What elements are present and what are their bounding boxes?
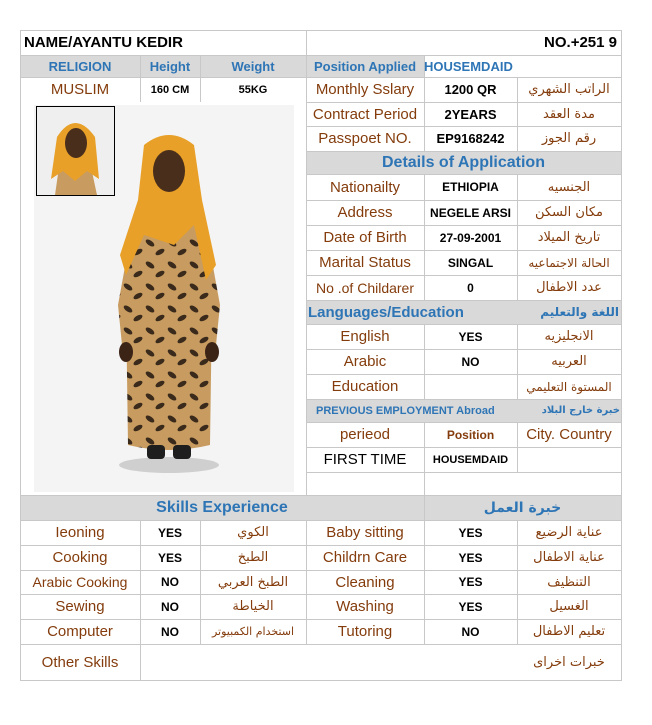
skill-baby-sitting-value: YES [458, 525, 483, 540]
arabic-value: NO [461, 354, 480, 369]
contract-label-ar: مدة العقد [543, 106, 595, 122]
skill-sewing-value: NO [161, 599, 179, 614]
marital-status-label-ar: الحالة الاجتماعيه [528, 255, 610, 270]
portrait-photo-illustration [37, 107, 114, 195]
skills-title-ar: خبرة العمل [483, 499, 562, 516]
marital-status-label: Marital Status [319, 254, 411, 271]
skill-arabic-cooking-value: NO [161, 575, 179, 589]
position-applied-value: HOUSEMDAID [424, 58, 513, 74]
skill-tutoring-value: NO [461, 624, 480, 639]
skill-computer-label: Computer [47, 623, 113, 640]
employment-col-city: City. Country [526, 426, 612, 443]
dob-label-ar: تاريخ الميلاد [537, 230, 601, 245]
cv-sheet [20, 30, 621, 680]
address-value: NEGELE ARSI [430, 205, 511, 220]
skill-tutoring-label-ar: تعليم الاطفال [532, 624, 606, 639]
skill-child-care-label-ar: عناية الاطفال [533, 550, 605, 565]
height-label: Height [149, 58, 191, 74]
skill-cleaning-value: YES [458, 575, 483, 589]
arabic-label: Arabic [343, 353, 387, 370]
skill-ironing-label-ar: الكوي [237, 525, 269, 540]
english-label-ar: الانجليزيه [544, 329, 594, 344]
nationality-label-ar: الجنسيه [547, 179, 591, 195]
passport-value: EP9168242 [436, 131, 505, 146]
education-label: Education [331, 378, 399, 395]
employment-col-position: Position [446, 427, 495, 442]
children-value: 0 [467, 280, 474, 295]
salary-label: Monthly Sslary [315, 81, 415, 98]
employment-col-period: perieod [339, 426, 391, 443]
skill-washing-label: Washing [336, 598, 394, 615]
address-label-ar: مكان السكن [534, 205, 604, 220]
religion-value: MUSLIM [50, 81, 110, 98]
skill-child-care-value: YES [458, 550, 483, 565]
portrait-photo [36, 106, 115, 196]
skill-washing-label-ar: الغسيل [549, 599, 589, 614]
marital-status-value: SINGAL [447, 255, 494, 270]
skill-sewing-label: Sewing [55, 598, 105, 615]
weight-value: 55KG [238, 83, 268, 96]
candidate-name: NAME/AYANTU KEDIR [24, 34, 183, 51]
employment-title-ar: خبرة خارج البلاد [541, 405, 620, 416]
arabic-label-ar: العربيه [551, 354, 587, 369]
skill-cooking-label: Cooking [52, 549, 108, 566]
contract-label: Contract Period [312, 105, 418, 123]
other-skills-label-ar: خبرات اخراى [533, 654, 605, 670]
skill-cleaning-label-ar: التنظيف [547, 574, 591, 590]
nationality-value: ETHIOPIA [442, 180, 499, 194]
salary-value: 1200 QR [444, 82, 497, 97]
height-value: 160 CM [150, 83, 190, 96]
skill-tutoring-label: Tutoring [337, 623, 393, 640]
passport-label-ar: رقم الجوز [541, 131, 597, 146]
languages-title: Languages/Education [308, 303, 464, 321]
education-value [424, 374, 517, 399]
skill-computer-label-ar: استخدام الكمبيوتر [211, 625, 295, 638]
dob-value: 27-09-2001 [439, 230, 502, 245]
skill-ironing-label: Ieoning [55, 524, 105, 541]
religion-label: RELIGION [48, 58, 112, 74]
employment-title: PREVIOUS EMPLOYMENT Abroad [316, 404, 495, 417]
english-label: English [340, 328, 390, 345]
children-label-ar: عدد الاطفال [536, 280, 602, 295]
skill-washing-value: YES [458, 599, 483, 614]
skill-computer-value: NO [161, 624, 179, 639]
skill-baby-sitting-label: Baby sitting [326, 524, 404, 541]
employment-city-value [517, 447, 621, 472]
employment-period-value: FIRST TIME [323, 451, 407, 468]
candidate-number: NO.+251 9 [544, 34, 617, 51]
other-skills-label: Other Skills [41, 653, 119, 671]
details-title: Details of Application [382, 153, 545, 171]
weight-label: Weight [231, 58, 275, 74]
dob-label: Date of Birth [323, 229, 407, 246]
skill-arabic-cooking-label-ar: الطبخ العربي [217, 574, 289, 590]
contract-value: 2YEARS [444, 106, 497, 122]
passport-label: Passpoet NO. [318, 130, 412, 147]
salary-label-ar: الراتب الشهري [528, 82, 610, 97]
position-applied-label: Position Applied [313, 58, 417, 74]
skill-arabic-cooking-label: Arabic Cooking [32, 574, 128, 590]
nationality-label: Nationailty [329, 178, 401, 196]
education-label-ar: المستوة التعليمي [526, 379, 612, 394]
skill-sewing-label-ar: الخياطة [232, 599, 274, 614]
skill-baby-sitting-label-ar: عناية الرضيع [535, 525, 603, 540]
skill-ironing-value: YES [157, 525, 182, 540]
address-label: Address [337, 204, 393, 221]
english-value: YES [458, 329, 483, 344]
languages-title-ar: اللغة والتعليم [540, 305, 619, 319]
skill-cooking-value: YES [157, 550, 182, 565]
employment-position-value: HOUSEMDAID [432, 453, 509, 466]
skill-child-care-label: Childrn Care [322, 549, 408, 566]
children-label: No .of Childarer [315, 279, 415, 296]
skill-cleaning-label: Cleaning [335, 573, 395, 591]
skills-title: Skills Experience [156, 498, 288, 516]
skill-cooking-label-ar: الطبخ [237, 550, 269, 565]
